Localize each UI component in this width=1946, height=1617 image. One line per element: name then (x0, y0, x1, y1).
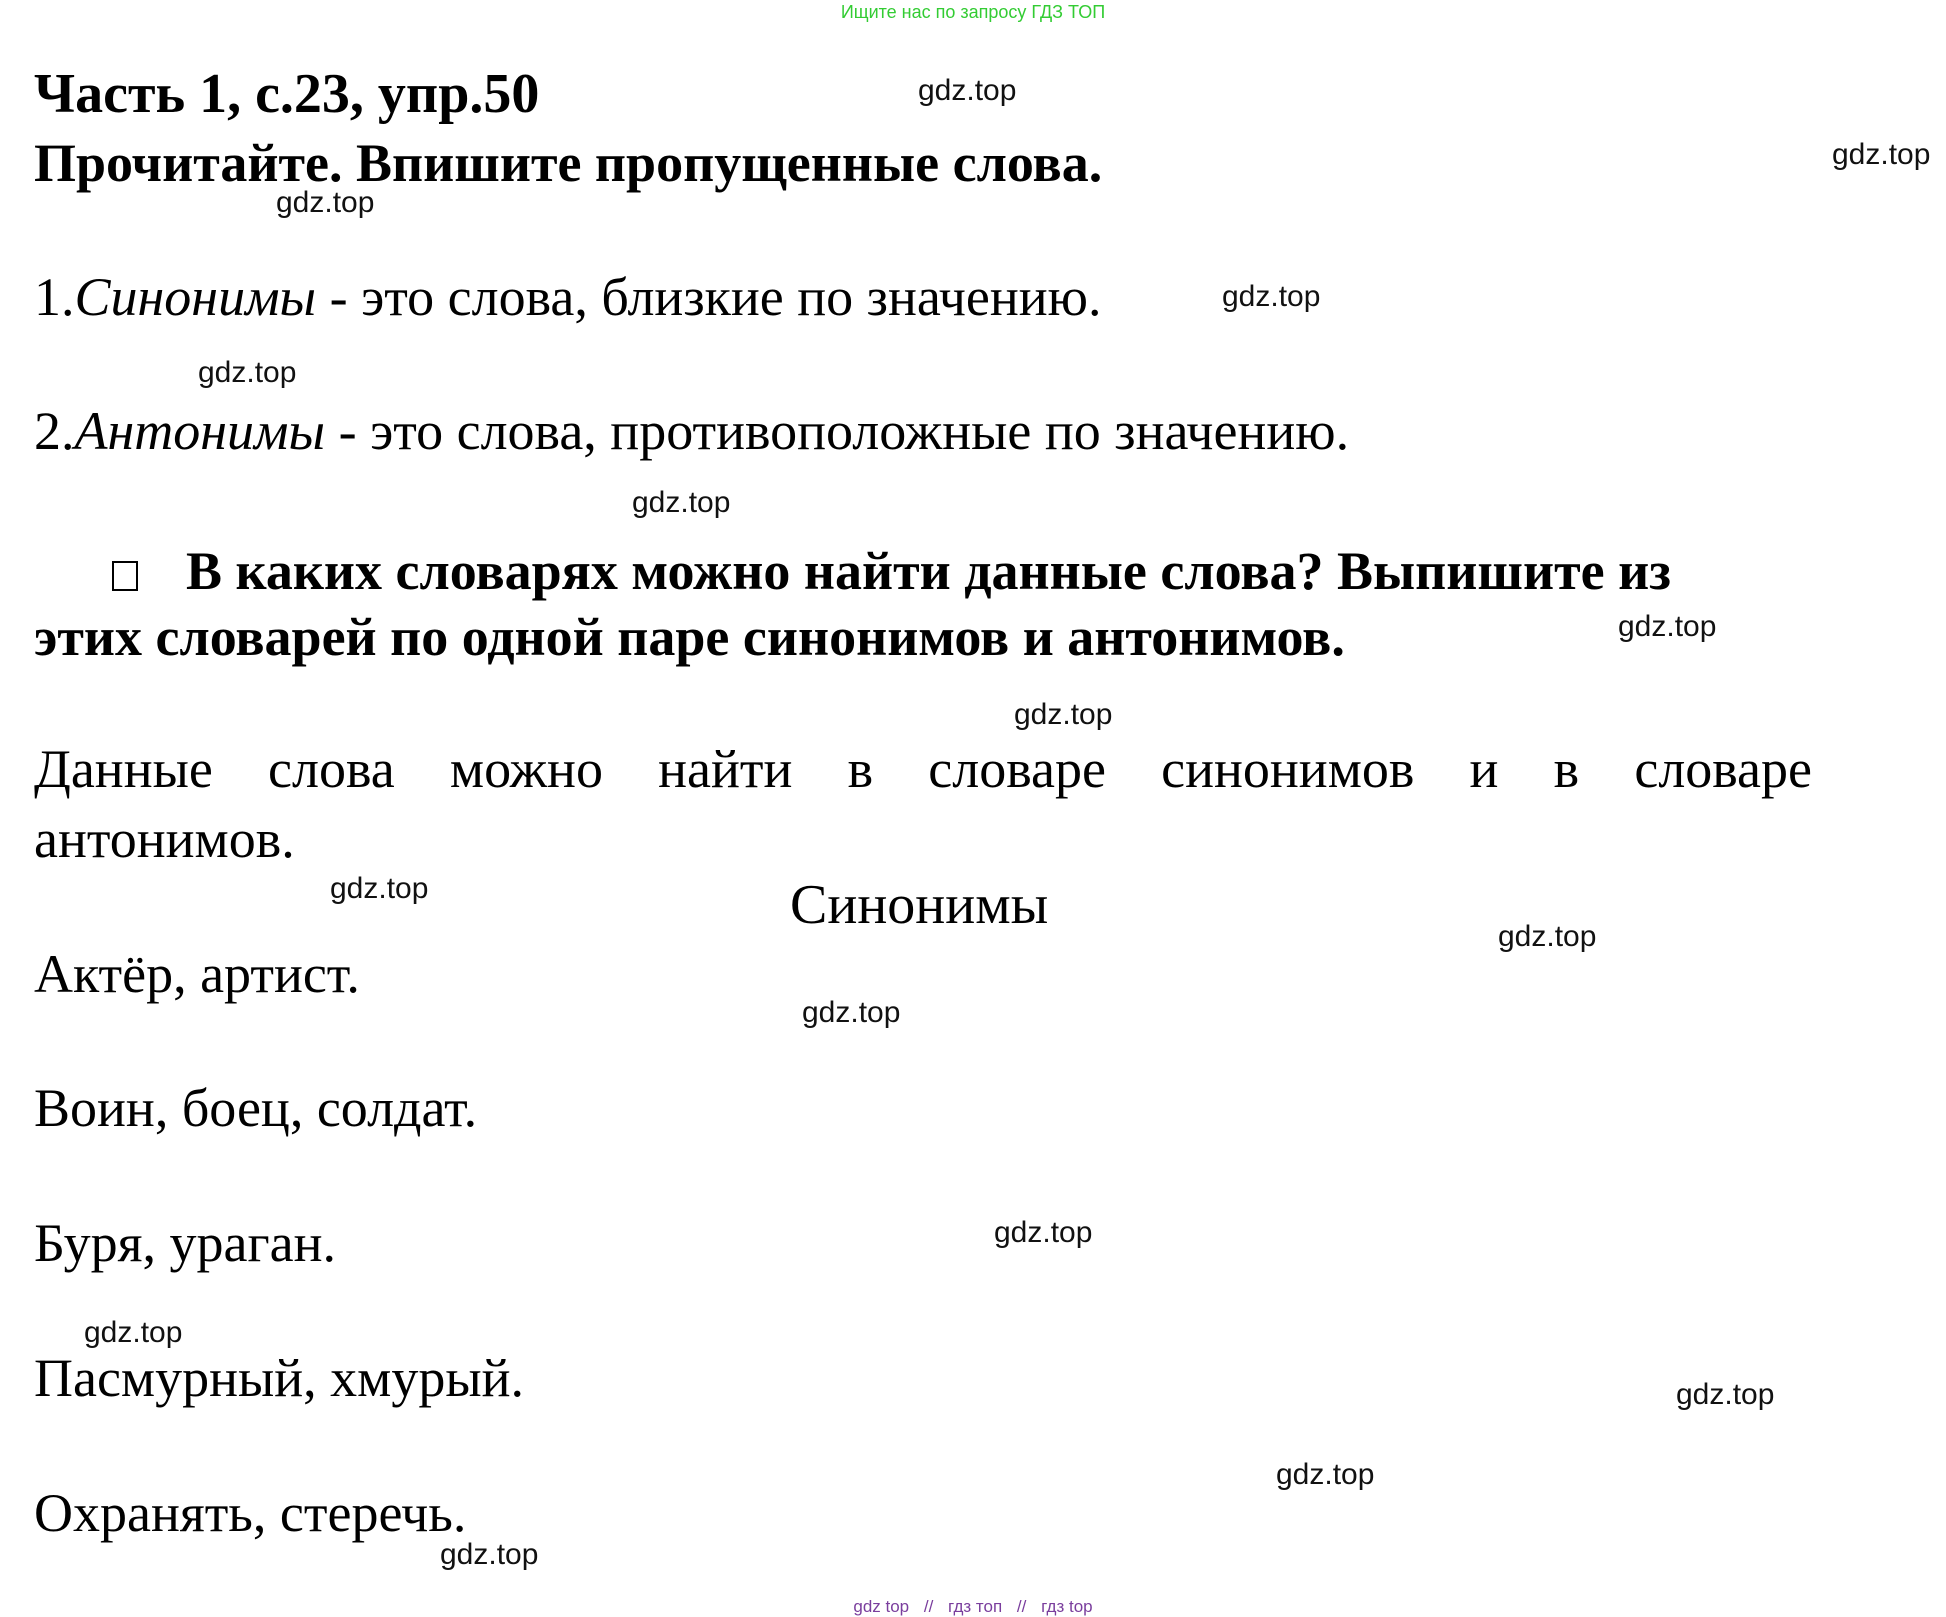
synonym-pair: Пасмурный, хмурый. (34, 1348, 525, 1408)
watermark: gdz.top (1618, 610, 1717, 643)
watermark: gdz.top (918, 74, 1017, 107)
section-heading: Синонимы (790, 874, 1049, 936)
watermark: gdz.top (276, 186, 375, 219)
answer-line-1: Данные слова можно найти в словаре синонимов и в словаре (34, 739, 1812, 799)
watermark: gdz.top (1832, 138, 1931, 171)
footer-bar (0, 1597, 1946, 1617)
checkbox-icon (112, 561, 138, 591)
watermark: gdz.top (1498, 920, 1597, 953)
definition-synonyms (34, 266, 1101, 328)
synonym-pair: Охранять, стеречь. (34, 1483, 467, 1543)
watermark: gdz.top (1676, 1378, 1775, 1411)
footer-item: gdz top (853, 1597, 910, 1616)
watermark: gdz.top (802, 996, 901, 1029)
watermark: gdz.top (1276, 1458, 1375, 1491)
synonym-pair: Воин, боец, солдат. (34, 1078, 478, 1138)
definition-text: - это слова, противоположные по значению. (325, 401, 1350, 461)
answer-line-2: антонимов. (34, 809, 295, 869)
footer-item: гдз top (1041, 1597, 1093, 1616)
watermark: gdz.top (198, 356, 297, 389)
watermark: gdz.top (440, 1538, 539, 1571)
watermark: gdz.top (1222, 280, 1321, 313)
watermark: gdz.top (84, 1316, 183, 1349)
watermark: gdz.top (632, 486, 731, 519)
watermark: gdz.top (1014, 698, 1113, 731)
footer-separator: // (923, 1597, 934, 1616)
synonym-pair: Буря, ураган. (34, 1213, 336, 1273)
definition-text: - это слова, близкие по значению. (316, 267, 1102, 327)
question-line-1 (34, 538, 1814, 604)
instruction-heading: Прочитайте. Впишите пропущенные слова. (34, 133, 1103, 193)
definition-number: 1. (34, 267, 75, 327)
footer-item: гдз топ (948, 1597, 1003, 1616)
page-title: Часть 1, с.23, упр.50 (34, 63, 540, 125)
watermark: gdz.top (994, 1216, 1093, 1249)
definition-term: Синонимы (74, 267, 317, 327)
footer-separator: // (1016, 1597, 1027, 1616)
definition-number: 2. (34, 401, 75, 461)
definition-antonyms (34, 400, 1349, 462)
definition-term: Антонимы (74, 401, 326, 461)
question-line-2: этих словарей по одной паре синонимов и антонимов. (34, 607, 1345, 667)
question-text-1: В каких словарях можно найти данные слова? Выпишите из (186, 541, 1671, 601)
top-banner: Ищите нас по запросу ГДЗ ТОП (840, 2, 1106, 22)
question-block (34, 538, 1814, 670)
watermark: gdz.top (330, 872, 429, 905)
synonym-pair: Актёр, артист. (34, 944, 360, 1004)
